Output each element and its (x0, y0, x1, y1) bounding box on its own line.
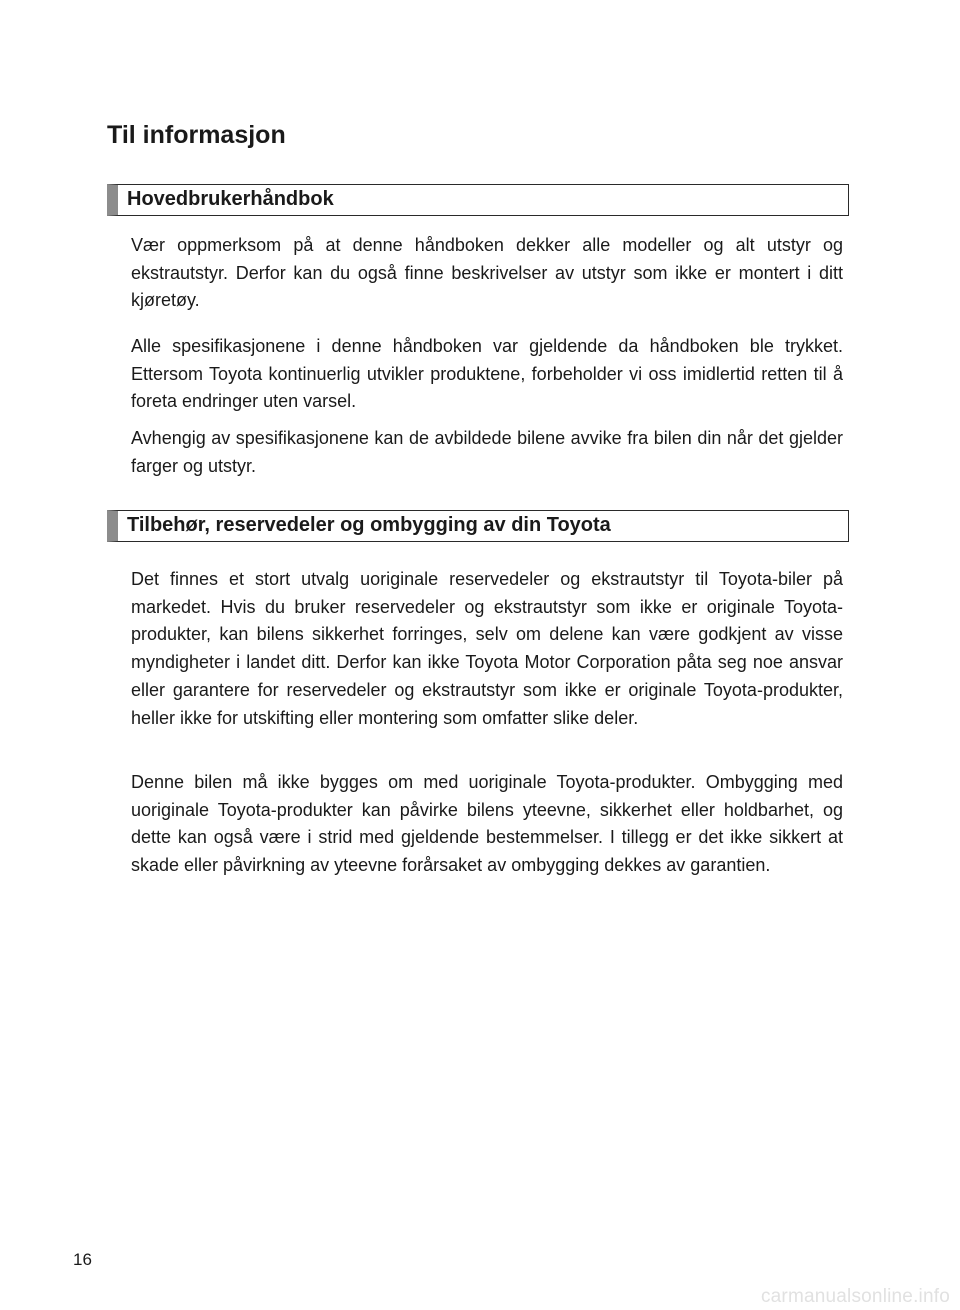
paragraph: Vær oppmerksom på at denne håndboken dekker alle modeller og alt utstyr og ekstrautstyr. Derfor kan du også finne beskrivelser av utstyr som ikke er montert i ditt kjøretøy. (131, 235, 843, 311)
watermark: carmanualsonline.info (760, 1286, 950, 1307)
page-number: 16 (73, 1250, 92, 1269)
section-header-main-manual (107, 184, 849, 216)
paragraph: Det finnes et stort utvalg uoriginale reservedeler og ekstrautstyr til Toyota-biler på markedet. Hvis du bruker reservedeler og ekstrautstyr som ikke er originale Toyota-produkter, kan bilens sikkerhet forringes, selv om delene kan være godkjent av visse myndigheter i landet ditt. Derfor kan ikke Toyota Motor Corporation påta seg noe ansvar eller garantere for reservedeler og ekstrautstyr som ikke er originale Toyota-produkter, heller ikke for utskifting eller montering som omfatter slike deler. (131, 569, 843, 728)
page-title: Til informasjon (107, 121, 286, 149)
paragraph: Denne bilen må ikke bygges om med uoriginale Toyota-produkter. Ombygging med uoriginale Toyota-produkter kan påvirke bilens yteevne, sikkerhet eller holdbarhet, og dette kan også være i strid med gjeldende bestemmelser. I tillegg er det ikke sikkert at skade eller påvirkning av yteevne forårsaket av ombygging dekkes av garantien. (131, 772, 843, 876)
paragraph: Avhengig av spesifikasjonene kan de avbildede bilene avvike fra bilen din når det gjelder farger og utstyr. (131, 428, 843, 476)
section-header-accessories (107, 510, 849, 542)
paragraph: Alle spesifikasjonene i denne håndboken var gjeldende da håndboken ble trykket. Ettersom Toyota kontinuerlig utvikler produktene, forbeholder vi oss imidlertid retten til å foreta endringer uten varsel. (131, 336, 843, 412)
section-heading: Tilbehør, reservedeler og ombygging av din Toyota (127, 514, 611, 536)
section-heading: Hovedbrukerhåndbok (127, 188, 334, 210)
